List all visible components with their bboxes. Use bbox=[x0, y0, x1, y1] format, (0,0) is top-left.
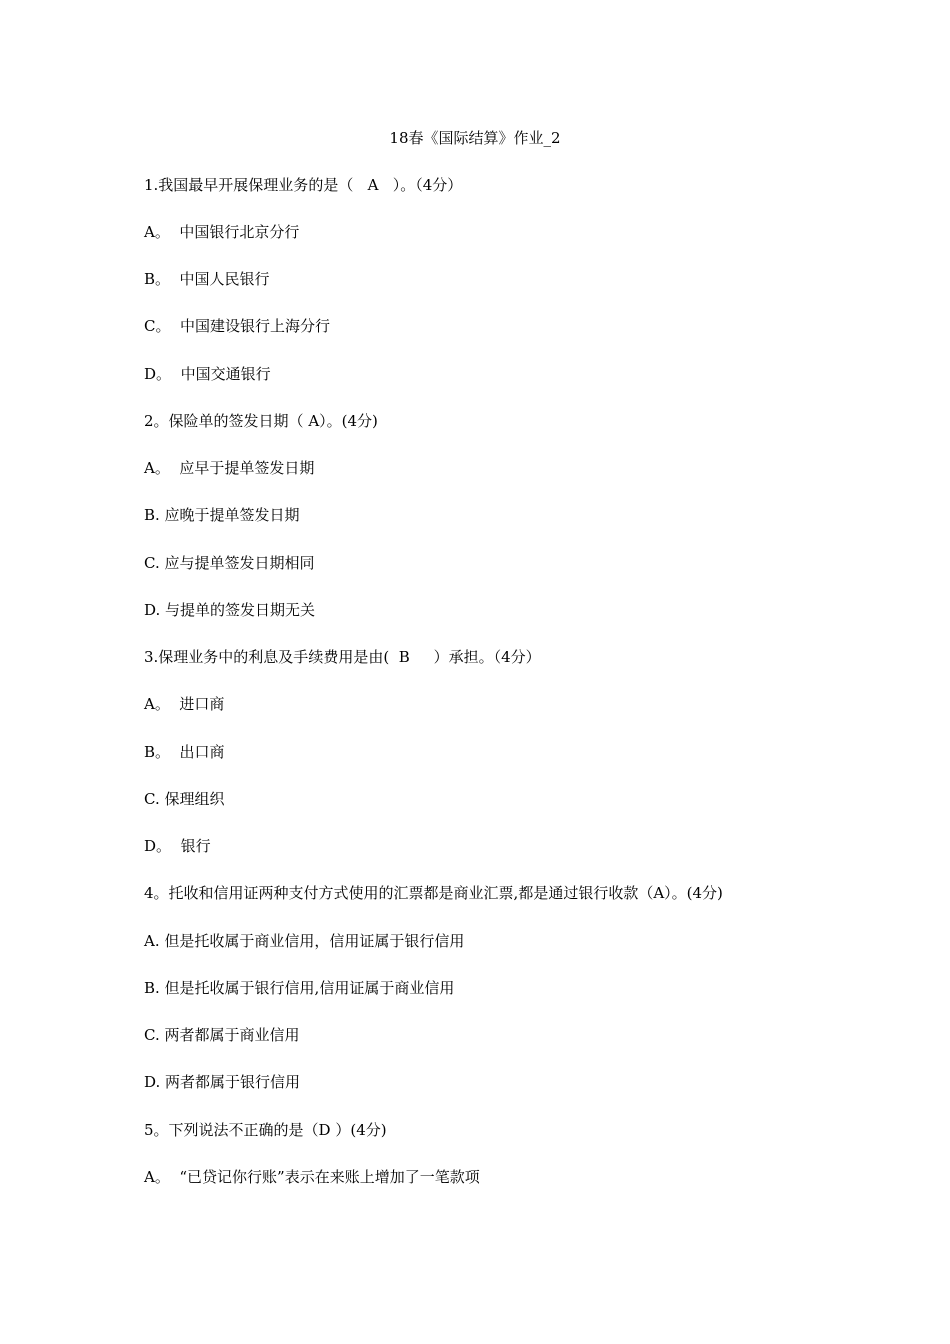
question-4: 4。托收和信用证两种支付方式使用的汇票都是商业汇票,都是通过银行收款（A）。(4分) bbox=[144, 884, 723, 902]
question-1-option-c: C。 中国建设银行上海分行 bbox=[144, 317, 331, 335]
question-2-option-c: C. 应与提单签发日期相同 bbox=[144, 554, 315, 572]
question-1-option-a: A。 中国银行北京分行 bbox=[144, 223, 300, 241]
question-5: 5。下列说法不正确的是（D ）(4分) bbox=[144, 1121, 387, 1139]
question-2-option-b: B. 应晚于提单签发日期 bbox=[144, 506, 300, 524]
question-3-option-a: A。 进口商 bbox=[144, 695, 225, 713]
question-2: 2。保险单的签发日期（ A）。(4分) bbox=[144, 412, 378, 430]
question-4-option-c: C. 两者都属于商业信用 bbox=[144, 1026, 300, 1044]
question-3-option-c: C. 保理组织 bbox=[144, 790, 225, 808]
question-1: 1.我国最早开展保理业务的是（ A ）。（4分） bbox=[144, 176, 463, 194]
question-1-option-d: D。 中国交通银行 bbox=[144, 365, 271, 383]
question-5-option-a: A。 “已贷记你行账”表示在来账上增加了一笔款项 bbox=[144, 1168, 480, 1186]
question-2-option-d: D. 与提单的签发日期无关 bbox=[144, 601, 316, 619]
question-4-option-a: A. 但是托收属于商业信用，信用证属于银行信用 bbox=[144, 932, 465, 950]
question-2-option-a: A。 应早于提单签发日期 bbox=[144, 459, 315, 477]
document-title: 18春《国际结算》作业_2 bbox=[389, 129, 561, 147]
question-3: 3.保理业务中的利息及手续费用是由( B ）承担。（4分） bbox=[144, 648, 541, 666]
question-3-option-d: D。 银行 bbox=[144, 837, 211, 855]
question-4-option-d: D. 两者都属于银行信用 bbox=[144, 1073, 301, 1091]
question-1-option-b: B。 中国人民银行 bbox=[144, 270, 270, 288]
question-4-option-b: B. 但是托收属于银行信用,信用证属于商业信用 bbox=[144, 979, 455, 997]
question-3-option-b: B。 出口商 bbox=[144, 743, 225, 761]
